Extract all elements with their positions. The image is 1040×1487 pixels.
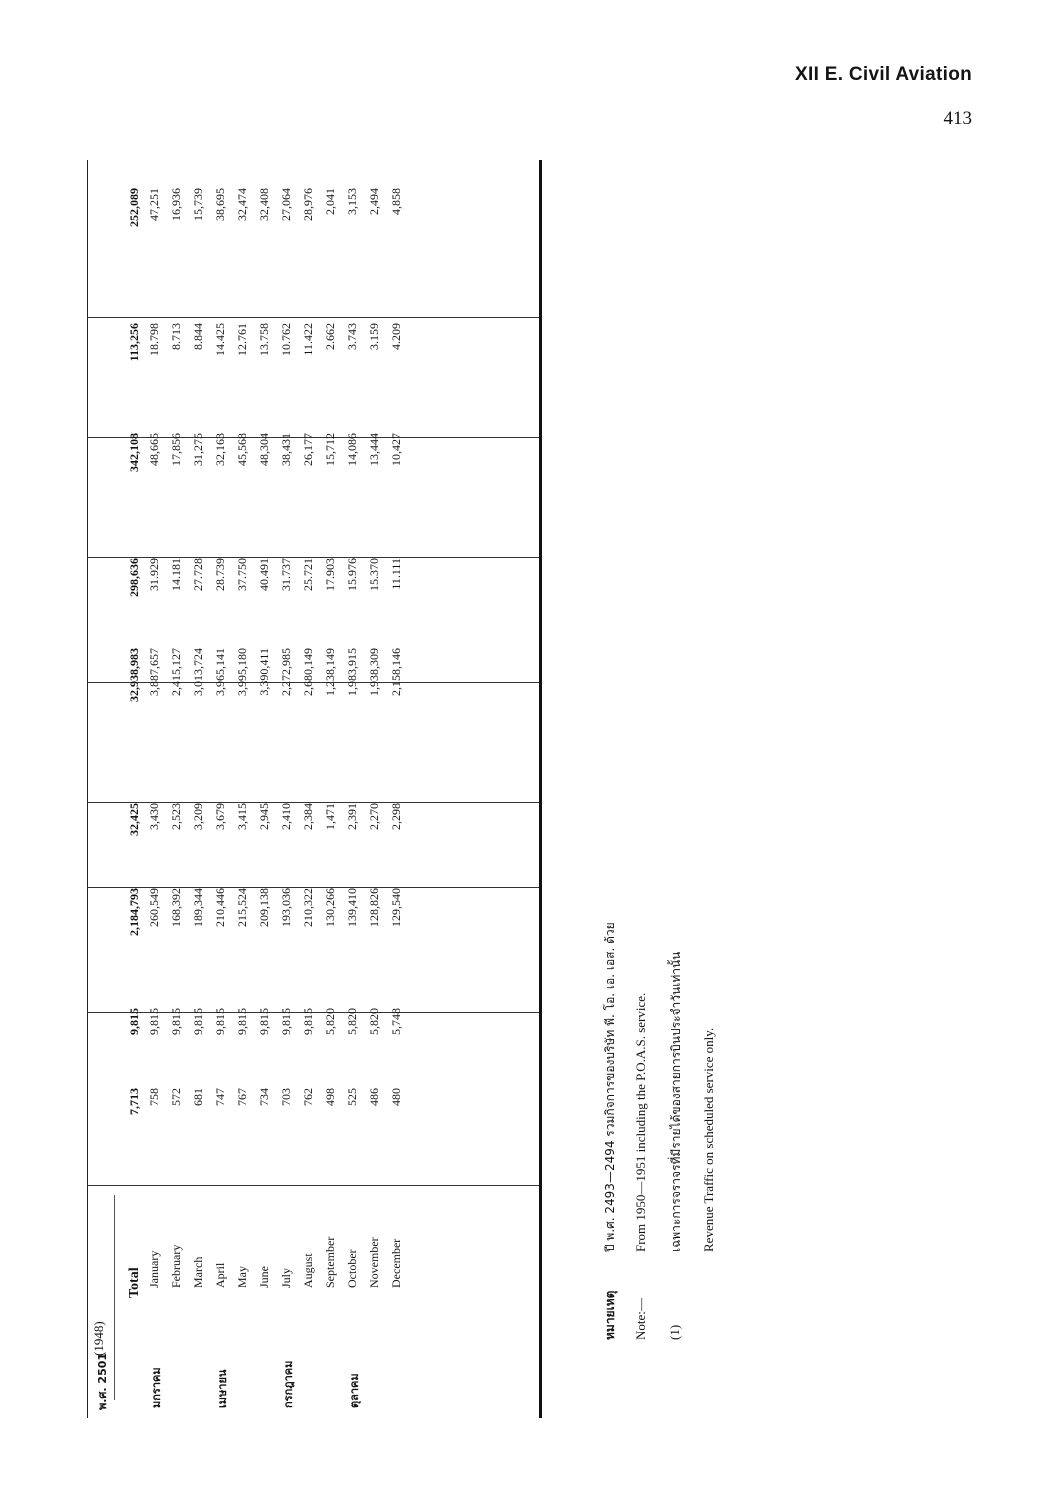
table-cell: 15,712 [323,433,337,466]
table-cell: 9,815 [191,1008,205,1035]
table-cell: 767 [235,1088,249,1106]
table-cell: 260,549 [147,888,161,927]
table-cell: 3,887,657 [147,648,161,696]
table-cell: 2,270 [367,803,381,830]
table-cell: 2,041 [323,188,337,215]
table-cell: 3,415 [235,803,249,830]
table-cell: 37.750 [235,558,249,591]
table-cell: 210,322 [301,888,315,927]
quarter-label: กรกฎาคม [282,1360,295,1408]
table-cell: 9,815 [301,1008,315,1035]
month-label: June [257,1266,271,1288]
month-label: September [323,1236,337,1288]
table-cell: 4,858 [389,188,403,215]
table-cell: 9,815 [147,1008,161,1035]
notes-en-line-1: From 1950—1951 including the P.O.A.S. service. [633,992,648,1252]
table-cell: 8.713 [169,323,183,350]
table-cell: 3,995,180 [235,648,249,696]
table-cell: 480 [389,1088,403,1106]
table-cell: 758 [147,1088,161,1106]
month-label: July [279,1267,293,1288]
column-separator [87,1185,539,1186]
notes-thai-line-2: เฉพาะการจราจรที่มีรายได้ของสายการบินประจำวันเท่านั้น [669,951,683,1252]
table-cell: 15,739 [191,188,205,221]
month-label: May [235,1266,249,1288]
table-cell: 209,138 [257,888,271,927]
table-cell: 17.903 [323,558,337,591]
table-cell: 9,815 [235,1008,249,1035]
table-cell: 38,695 [213,188,227,221]
total-value: 113,256 [127,323,141,362]
table-cell: 2,945 [257,803,271,830]
table-cell: 2,298 [389,803,403,830]
month-label: August [301,1253,315,1288]
table-cell: 210,446 [213,888,227,927]
table-cell: 9,815 [213,1008,227,1035]
table-cell: 747 [213,1088,227,1106]
table-cell: 28,976 [301,188,315,221]
table-cell: 14,086 [345,433,359,466]
month-label: February [169,1244,183,1288]
notes-en-line-2: Revenue Traffic on scheduled service only. [701,1027,716,1252]
table-cell: 139,410 [345,888,359,927]
notes-thai-line-1: ปี พ.ศ. 2493—2494 รวมกิจการของบริษัท พี. โอ. เอ. เอส. ด้วย [603,922,617,1252]
table-cell: 9,815 [257,1008,271,1035]
table-cell: 14.181 [169,558,183,591]
table-cell: 3.743 [345,323,359,350]
table-cell: 2,415,127 [169,648,183,696]
table-cell: 3,679 [213,803,227,830]
table-cell: 5,820 [323,1008,337,1035]
table-cell: 3,153 [345,188,359,215]
total-value: 32,938,983 [127,648,141,702]
table-cell: 12.761 [235,323,249,356]
table-cell: 15.370 [367,558,381,591]
table-cell: 48,665 [147,433,161,466]
table-cell: 31,275 [191,433,205,466]
table-cell: 3.159 [367,323,381,350]
table-top-rule [87,160,88,1418]
table-cell: 4.209 [389,323,403,350]
table-cell: 2,410 [279,803,293,830]
total-value: 7,713 [127,1088,141,1115]
table-cell: 47,251 [147,188,161,221]
table-cell: 2,158,146 [389,648,403,696]
table-cell: 525 [345,1088,359,1106]
column-separator [87,317,539,318]
table-cell: 9,815 [169,1008,183,1035]
table-cell: 10.762 [279,323,293,356]
table-cell: 1,983,915 [345,648,359,696]
total-value: 9,815 [127,1008,141,1035]
table-cell: 15.976 [345,558,359,591]
table-cell: 13.758 [257,323,271,356]
header-rule [114,1195,115,1400]
table-cell: 193,036 [279,888,293,927]
table-cell: 45,568 [235,433,249,466]
table-cell: 28.739 [213,558,227,591]
table-cell: 703 [279,1088,293,1106]
table-cell: 128,826 [367,888,381,927]
month-label: January [147,1250,161,1288]
table-cell: 17,856 [169,433,183,466]
table-cell: 18.798 [147,323,161,356]
table-cell: 681 [191,1088,205,1106]
table-title-year: (1948) [91,1321,106,1356]
total-value: 2,184,793 [127,888,141,936]
table-cell: 189,344 [191,888,205,927]
total-label: Total [127,1267,142,1298]
month-label: October [345,1249,359,1288]
table-cell: 31.929 [147,558,161,591]
table-cell: 38,431 [279,433,293,466]
table-cell: 2,391 [345,803,359,830]
table-cell: 215,524 [235,888,249,927]
month-label: April [213,1262,227,1288]
table-cell: 32,408 [257,188,271,221]
table-cell: 5,820 [367,1008,381,1035]
table-cell: 572 [169,1088,183,1106]
total-value: 252,089 [127,188,141,227]
table-cell: 27.728 [191,558,205,591]
table-cell: 486 [367,1088,381,1106]
table-cell: 1,938,309 [367,648,381,696]
table-cell: 2,523 [169,803,183,830]
notes-block [595,780,735,1340]
table-cell: 48,304 [257,433,271,466]
table-cell: 1,471 [323,803,337,830]
table-cell: 2,680,149 [301,648,315,696]
notes-thai-label: หมายเหตุ [603,1290,617,1340]
table-cell: 5,748 [389,1008,403,1035]
table-cell: 2,272,985 [279,648,293,696]
page-header [795,64,972,130]
table-cell: 3,430 [147,803,161,830]
table-cell: 2,494 [367,188,381,215]
table-cell: 498 [323,1088,337,1106]
table-cell: 168,392 [169,888,183,927]
notes-marker: (1) [667,1324,682,1340]
table-cell: 5,820 [345,1008,359,1035]
table-cell: 2,384 [301,803,315,830]
table-bottom-rule [539,160,542,1418]
table-cell: 762 [301,1088,315,1106]
table-cell: 130,266 [323,888,337,927]
table-cell: 2.662 [323,323,337,350]
notes-en-label: Note:— [633,1298,648,1340]
table-cell: 11.111 [389,558,403,590]
table-cell: 13,444 [367,433,381,466]
table-cell: 734 [257,1088,271,1106]
table-cell: 31.737 [279,558,293,591]
quarter-label: เมษายน [216,1369,229,1408]
table-cell: 8.844 [191,323,205,350]
total-value: 32,425 [127,803,141,836]
quarter-label: มกราคม [150,1367,163,1408]
month-label: December [389,1238,403,1288]
table-cell: 11.422 [301,323,315,356]
table-cell: 32,474 [235,188,249,221]
statistics-table [87,160,543,1418]
table-title-thai: พ.ศ. 2501 [96,1352,109,1410]
page-number: 413 [943,108,972,129]
table-cell: 9,815 [279,1008,293,1035]
table-cell: 27,064 [279,188,293,221]
table-cell: 3,965,141 [213,648,227,696]
table-cell: 1,238,149 [323,648,337,696]
section-title: XII E. Civil Aviation [795,64,972,85]
table-cell: 14.425 [213,323,227,356]
table-cell: 25.721 [301,558,315,591]
month-label: March [191,1256,205,1288]
total-value: 298,636 [127,558,141,597]
table-cell: 26,177 [301,433,315,466]
table-cell: 3,209 [191,803,205,830]
table-cell: 129,540 [389,888,403,927]
table-cell: 10,427 [389,433,403,466]
total-value: 342,108 [127,433,141,472]
table-cell: 16,936 [169,188,183,221]
quarter-label: ตุลาคม [348,1373,361,1408]
table-cell: 32,163 [213,433,227,466]
month-label: November [367,1237,381,1288]
table-cell: 3,013,724 [191,648,205,696]
table-cell: 40.491 [257,558,271,591]
table-cell: 3,390,411 [257,648,271,696]
